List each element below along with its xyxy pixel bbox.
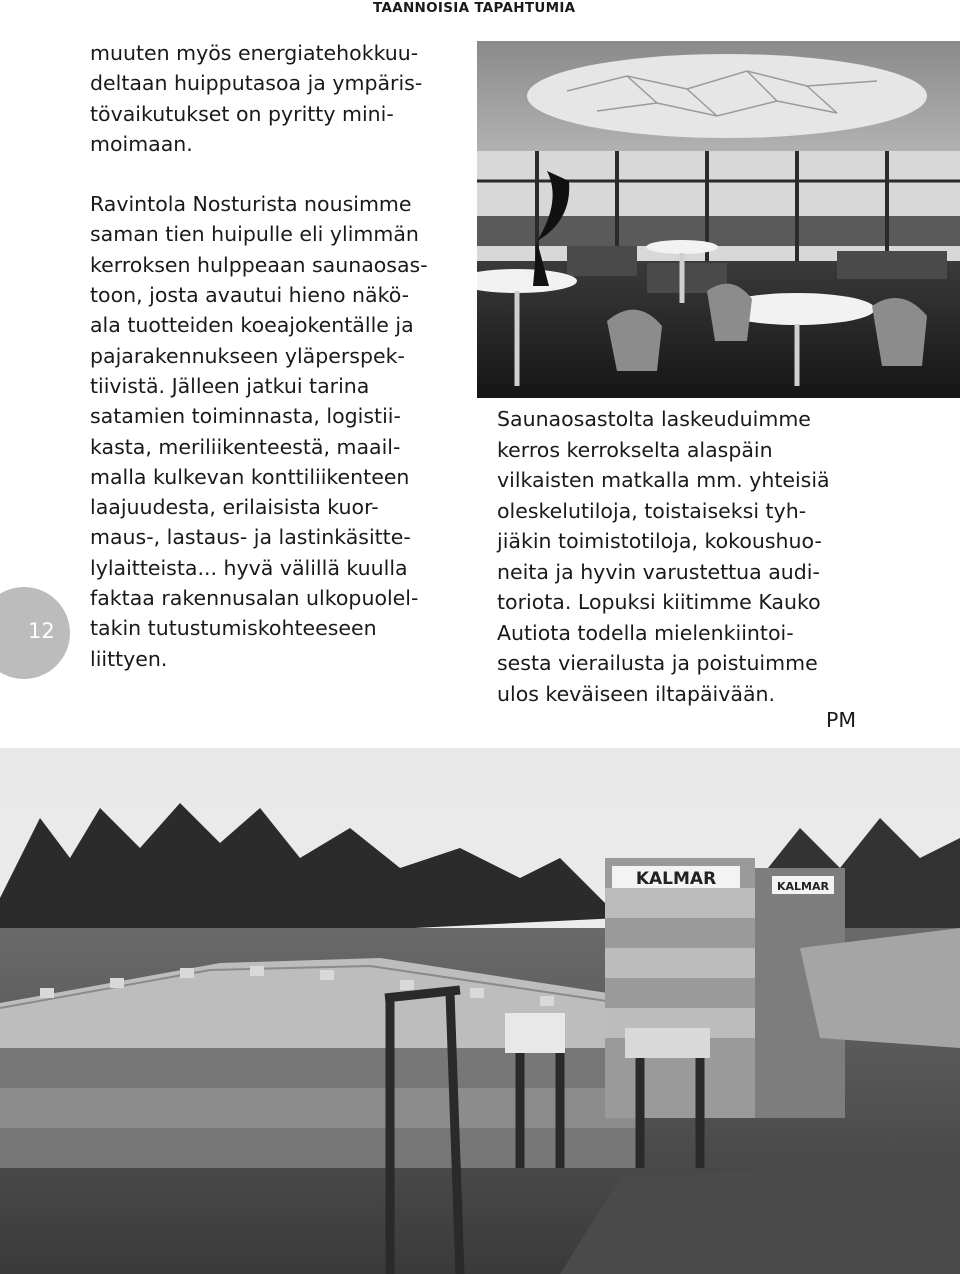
factory-exterior-image	[0, 748, 960, 1274]
page-number: 12	[28, 619, 55, 643]
interior-lounge-image	[477, 41, 960, 398]
interior-lounge-photo	[477, 41, 960, 398]
author-signature: PM	[826, 708, 857, 732]
kalmar-sign-main: KALMAR	[635, 869, 717, 889]
page-number-badge	[0, 587, 72, 679]
section-header: TAANNOISIA TAPAHTUMIA	[373, 0, 576, 16]
right-text-column	[497, 404, 947, 709]
left-text-column	[90, 38, 470, 674]
left-paragraph-1: muuten myös energiatehokkuu- deltaan huipputasoa ja ympäris- tövaikutukset on pyritty mini- moimaan.	[90, 41, 423, 156]
factory-exterior-photo	[0, 748, 960, 1274]
kalmar-sign-side: KALMAR	[777, 880, 829, 893]
left-paragraph-2: Ravintola Nosturista nousimme saman tien huipulle eli ylimmän kerroksen hulppeaan saunaosas- toon, josta avautui hieno näkö- ala tuotteiden koeajokentälle ja pajarakennukseen yläperspek- tiivistä. Jälleen jatkui tarina satamien toiminnasta, logistii- kasta, meriliikenteestä, maail- malla kulkevan konttiliikenteen laajuudesta, erilaisista kuor- maus-, lastaus- ja lastinkäsitte- lylaitteista... hyvä välillä kuulla faktaa rakennusalan ulkopuolel- takin tutustumiskohteeseen liittyen.	[90, 192, 428, 671]
right-paragraph: Saunaosastolta laskeuduimme kerros kerrokselta alaspäin vilkaisten matkalla mm. yhteisiä oleskelutiloja, toistaiseksi tyh- jiäkin toimistotiloja, kokoushuo- neita ja hyvin varustettua audi- toriota. Lopuksi kiitimme Kauko Autiota todella mielenkiintoi- sesta vierailusta ja poistuimme ulos keväiseen iltapäivään.	[497, 407, 830, 706]
